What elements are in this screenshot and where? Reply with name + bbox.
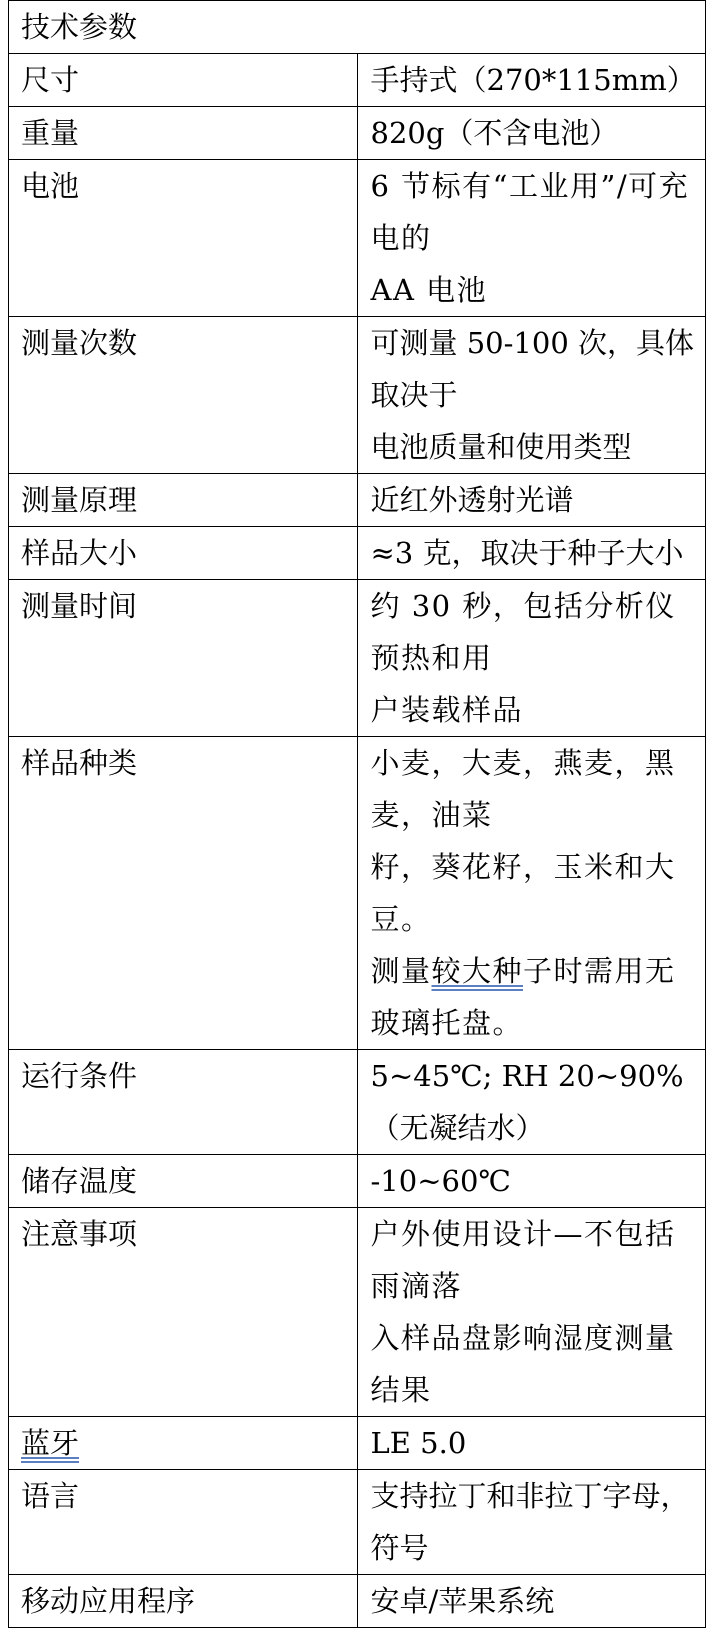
value-line: 5~45℃; RH 20~90%（无凝结水） (370, 1059, 684, 1145)
value-line: ≈3 克，取决于种子大小 (370, 536, 684, 570)
row-label: 语言 (9, 1470, 358, 1575)
row-value (357, 107, 706, 160)
row-label: 样品种类 (9, 737, 358, 1050)
row-value (357, 1470, 706, 1575)
row-value (357, 1155, 706, 1208)
table-row (9, 54, 706, 107)
table-row (9, 160, 706, 317)
row-value (357, 527, 706, 580)
table-row (9, 527, 706, 580)
table-row (9, 580, 706, 737)
spellcheck-underlined-text: 蓝牙 (21, 1426, 80, 1460)
row-value (357, 1417, 706, 1470)
value-line: 6 节标有“工业用”/可充电的 (370, 169, 690, 255)
row-label: 重量 (9, 107, 358, 160)
value-line: 约 30 秒，包括分析仪预热和用 (370, 589, 676, 675)
row-label: 注意事项 (9, 1208, 358, 1417)
value-line: 户外使用设计—不包括雨滴落 (370, 1217, 676, 1303)
value-line: LE 5.0 (370, 1426, 467, 1460)
value-text: 测量 (370, 954, 432, 988)
row-label: 测量时间 (9, 580, 358, 737)
value-line: 820g（不含电池） (370, 116, 619, 150)
value-line: AA 电池 (370, 273, 488, 307)
row-value (357, 317, 706, 474)
table-row (9, 317, 706, 474)
row-value (357, 1575, 706, 1628)
value-line: -10~60℃ (370, 1164, 511, 1198)
table-row (9, 1575, 706, 1628)
row-label: 样品大小 (9, 527, 358, 580)
table-row (9, 1417, 706, 1470)
row-value (357, 160, 706, 317)
value-line: 支持拉丁和非拉丁字母，符号 (370, 1479, 690, 1565)
table-title-row (9, 1, 706, 54)
table-row (9, 1470, 706, 1575)
value-line: 可测量 50-100 次，具体取决于 (370, 326, 694, 412)
row-label: 测量原理 (9, 474, 358, 527)
table-row (9, 474, 706, 527)
row-value (357, 474, 706, 527)
row-label: 运行条件 (9, 1050, 358, 1155)
row-label: 移动应用程序 (9, 1575, 358, 1628)
value-line: 户装载样品 (370, 693, 524, 727)
row-value (357, 1050, 706, 1155)
spec-table (8, 0, 706, 1628)
row-label: 测量次数 (9, 317, 358, 474)
row-value (357, 54, 706, 107)
spellcheck-underlined-text: 较大种 (431, 954, 524, 988)
table-row (9, 1155, 706, 1208)
row-label (9, 1417, 358, 1470)
value-line: 手持式（270*115mm） (370, 63, 696, 97)
row-label: 电池 (9, 160, 358, 317)
table-row (9, 1050, 706, 1155)
value-line: 籽，葵花籽，玉米和大豆。 (370, 850, 676, 936)
value-line: 安卓/苹果系统 (370, 1584, 555, 1618)
value-line: 电池质量和使用类型 (370, 430, 632, 464)
value-line (371, 945, 700, 1049)
row-value (357, 737, 706, 1050)
table-row (9, 107, 706, 160)
table-row (9, 1208, 706, 1417)
table-row (9, 737, 706, 1050)
row-label: 尺寸 (9, 54, 358, 107)
value-line: 近红外透射光谱 (370, 483, 574, 517)
value-text: 子时需用无玻璃托盘。 (370, 954, 676, 1040)
value-line: 小麦，大麦，燕麦，黑麦，油菜 (370, 746, 676, 832)
row-value (357, 1208, 706, 1417)
table-title: 技术参数 (9, 1, 706, 54)
value-line: 入样品盘影响湿度测量结果 (370, 1321, 676, 1407)
row-value (357, 580, 706, 737)
row-label: 储存温度 (9, 1155, 358, 1208)
